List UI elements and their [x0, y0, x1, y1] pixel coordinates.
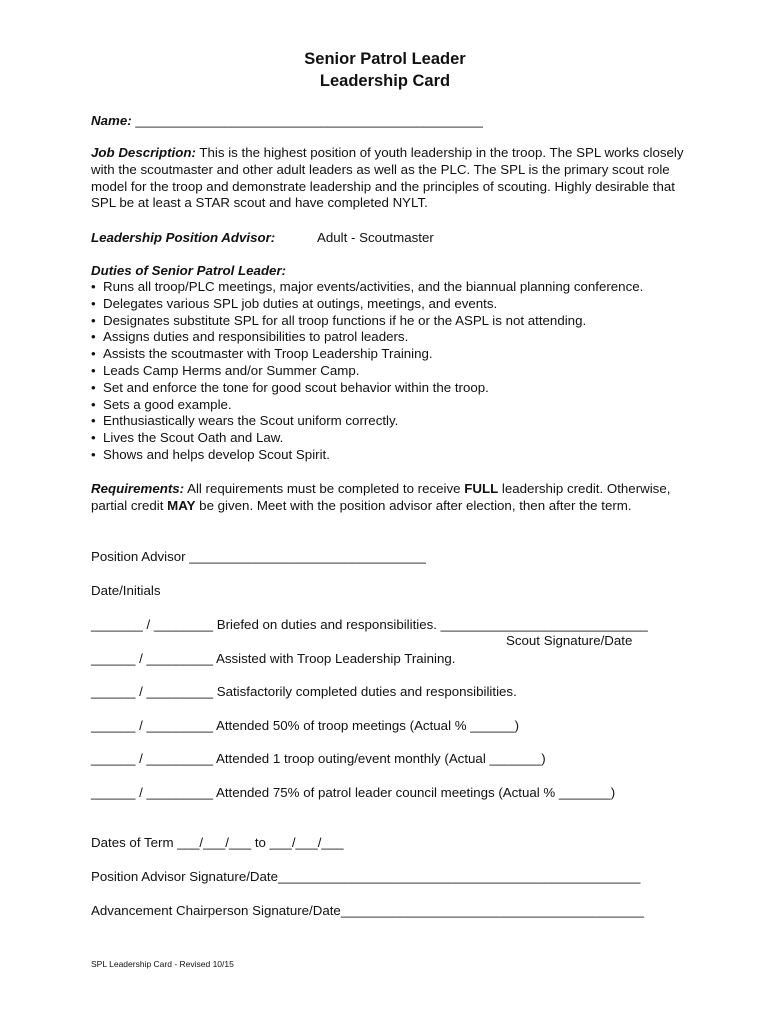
- advisor-signature-field[interactable]: Position Advisor Signature/Date_________________________________________________: [91, 869, 641, 884]
- bullet-icon: •: [91, 312, 96, 328]
- bullet-icon: •: [91, 329, 96, 345]
- duty-text: Designates substitute SPL for all troop functions if he or the ASPL is not attending.: [103, 312, 587, 328]
- duty-text: Assists the scoutmaster with Troop Leadership Training.: [103, 346, 433, 362]
- duties-heading: Duties of Senior Patrol Leader:: [91, 263, 287, 278]
- checklist-item-outings[interactable]: ______ / _________ Attended 1 troop outing/event monthly (Actual _______): [91, 751, 546, 766]
- duty-text: Lives the Scout Oath and Law.: [103, 430, 284, 446]
- checklist-item-training[interactable]: ______ / _________ Assisted with Troop Leadership Training.: [91, 651, 456, 666]
- duty-text: Shows and helps develop Scout Spirit.: [103, 446, 330, 462]
- duty-item: [91, 329, 643, 346]
- requirements-full: FULL: [464, 481, 499, 496]
- requirements-text-3: be given. Meet with the position advisor after election, then after the term.: [199, 497, 632, 513]
- bullet-icon: •: [91, 279, 96, 294]
- advisor-label: Leadership Position Advisor:: [91, 230, 276, 245]
- bullet-icon: •: [91, 295, 96, 311]
- requirements-may: MAY: [167, 497, 196, 513]
- bullet-icon: •: [91, 430, 96, 446]
- requirements-text-1: All requirements must be completed to receive: [187, 481, 461, 496]
- bullet-icon: •: [91, 379, 96, 395]
- date-initials-label: Date/Initials: [91, 583, 161, 598]
- duty-item: [91, 447, 643, 464]
- duty-item: [91, 397, 643, 414]
- job-description-text: This is the highest position of youth leadership in the troop. The SPL works closely with the scoutmaster and other adult leaders as well as the PLC. The SPL is the primary scout role model for the troop and demonstrate leadership and the principles of scouting. Highly desirable that SPL be at least a STAR scout and have completed NYLT.: [91, 145, 684, 211]
- dates-of-term-field[interactable]: Dates of Term ___/___/___ to ___/___/___: [91, 835, 344, 850]
- page-footer: SPL Leadership Card - Revised 10/15: [91, 959, 234, 969]
- page-subtitle: Leadership Card: [319, 72, 451, 90]
- duty-item: [91, 413, 643, 430]
- checklist-item-plc[interactable]: ______ / _________ Attended 75% of patrol leader council meetings (Actual % _______): [91, 785, 616, 800]
- duty-item: [91, 363, 643, 380]
- advisor-value: Adult - Scoutmaster: [317, 230, 434, 245]
- duty-text: Assigns duties and responsibilities to patrol leaders.: [103, 329, 409, 345]
- duty-item: [91, 279, 643, 296]
- duties-list: [91, 279, 643, 464]
- page-title: Senior Patrol Leader: [304, 50, 466, 68]
- job-description: [91, 145, 691, 212]
- name-label: Name:: [91, 113, 132, 128]
- requirements-text-2: leadership credit. Otherwise, partial credit: [91, 481, 671, 513]
- advisor-row: [91, 229, 275, 246]
- duty-item: [91, 430, 643, 447]
- job-description-label: Job Description:: [91, 145, 196, 160]
- requirements-label: Requirements:: [91, 481, 185, 496]
- position-advisor-field[interactable]: Position Advisor ________________________________: [91, 549, 426, 564]
- duty-item: [91, 296, 643, 313]
- scout-signature-label: Scout Signature/Date: [506, 633, 633, 648]
- duty-text: Sets a good example.: [103, 396, 232, 412]
- duty-item: [91, 380, 643, 397]
- bullet-icon: •: [91, 346, 96, 362]
- duty-text: Delegates various SPL job duties at outings, meetings, and events.: [103, 295, 498, 311]
- requirements: [91, 481, 681, 515]
- bullet-icon: •: [91, 446, 96, 462]
- checklist-item-duties[interactable]: ______ / _________ Satisfactorily completed duties and responsibilities.: [91, 684, 517, 699]
- chair-signature-field[interactable]: Advancement Chairperson Signature/Date_________________________________________: [91, 903, 645, 918]
- duty-text: Set and enforce the tone for good scout behavior within the troop.: [103, 379, 489, 395]
- name-field[interactable]: _______________________________________________: [135, 113, 483, 128]
- duty-text: Runs all troop/PLC meetings, major events/activities, and the biannual planning conference.: [103, 279, 644, 294]
- bullet-icon: •: [91, 396, 96, 412]
- duty-text: Enthusiastically wears the Scout uniform correctly.: [103, 413, 399, 429]
- bullet-icon: •: [91, 362, 96, 378]
- name-row: [91, 112, 483, 129]
- duty-text: Leads Camp Herms and/or Summer Camp.: [103, 362, 360, 378]
- duty-item: [91, 346, 643, 363]
- bullet-icon: •: [91, 413, 96, 429]
- checklist-item-briefed[interactable]: _______ / ________ Briefed on duties and responsibilities. ____________________________: [91, 617, 648, 632]
- checklist-item-meetings[interactable]: ______ / _________ Attended 50% of troop meetings (Actual % ______): [91, 718, 520, 733]
- duty-item: [91, 313, 643, 330]
